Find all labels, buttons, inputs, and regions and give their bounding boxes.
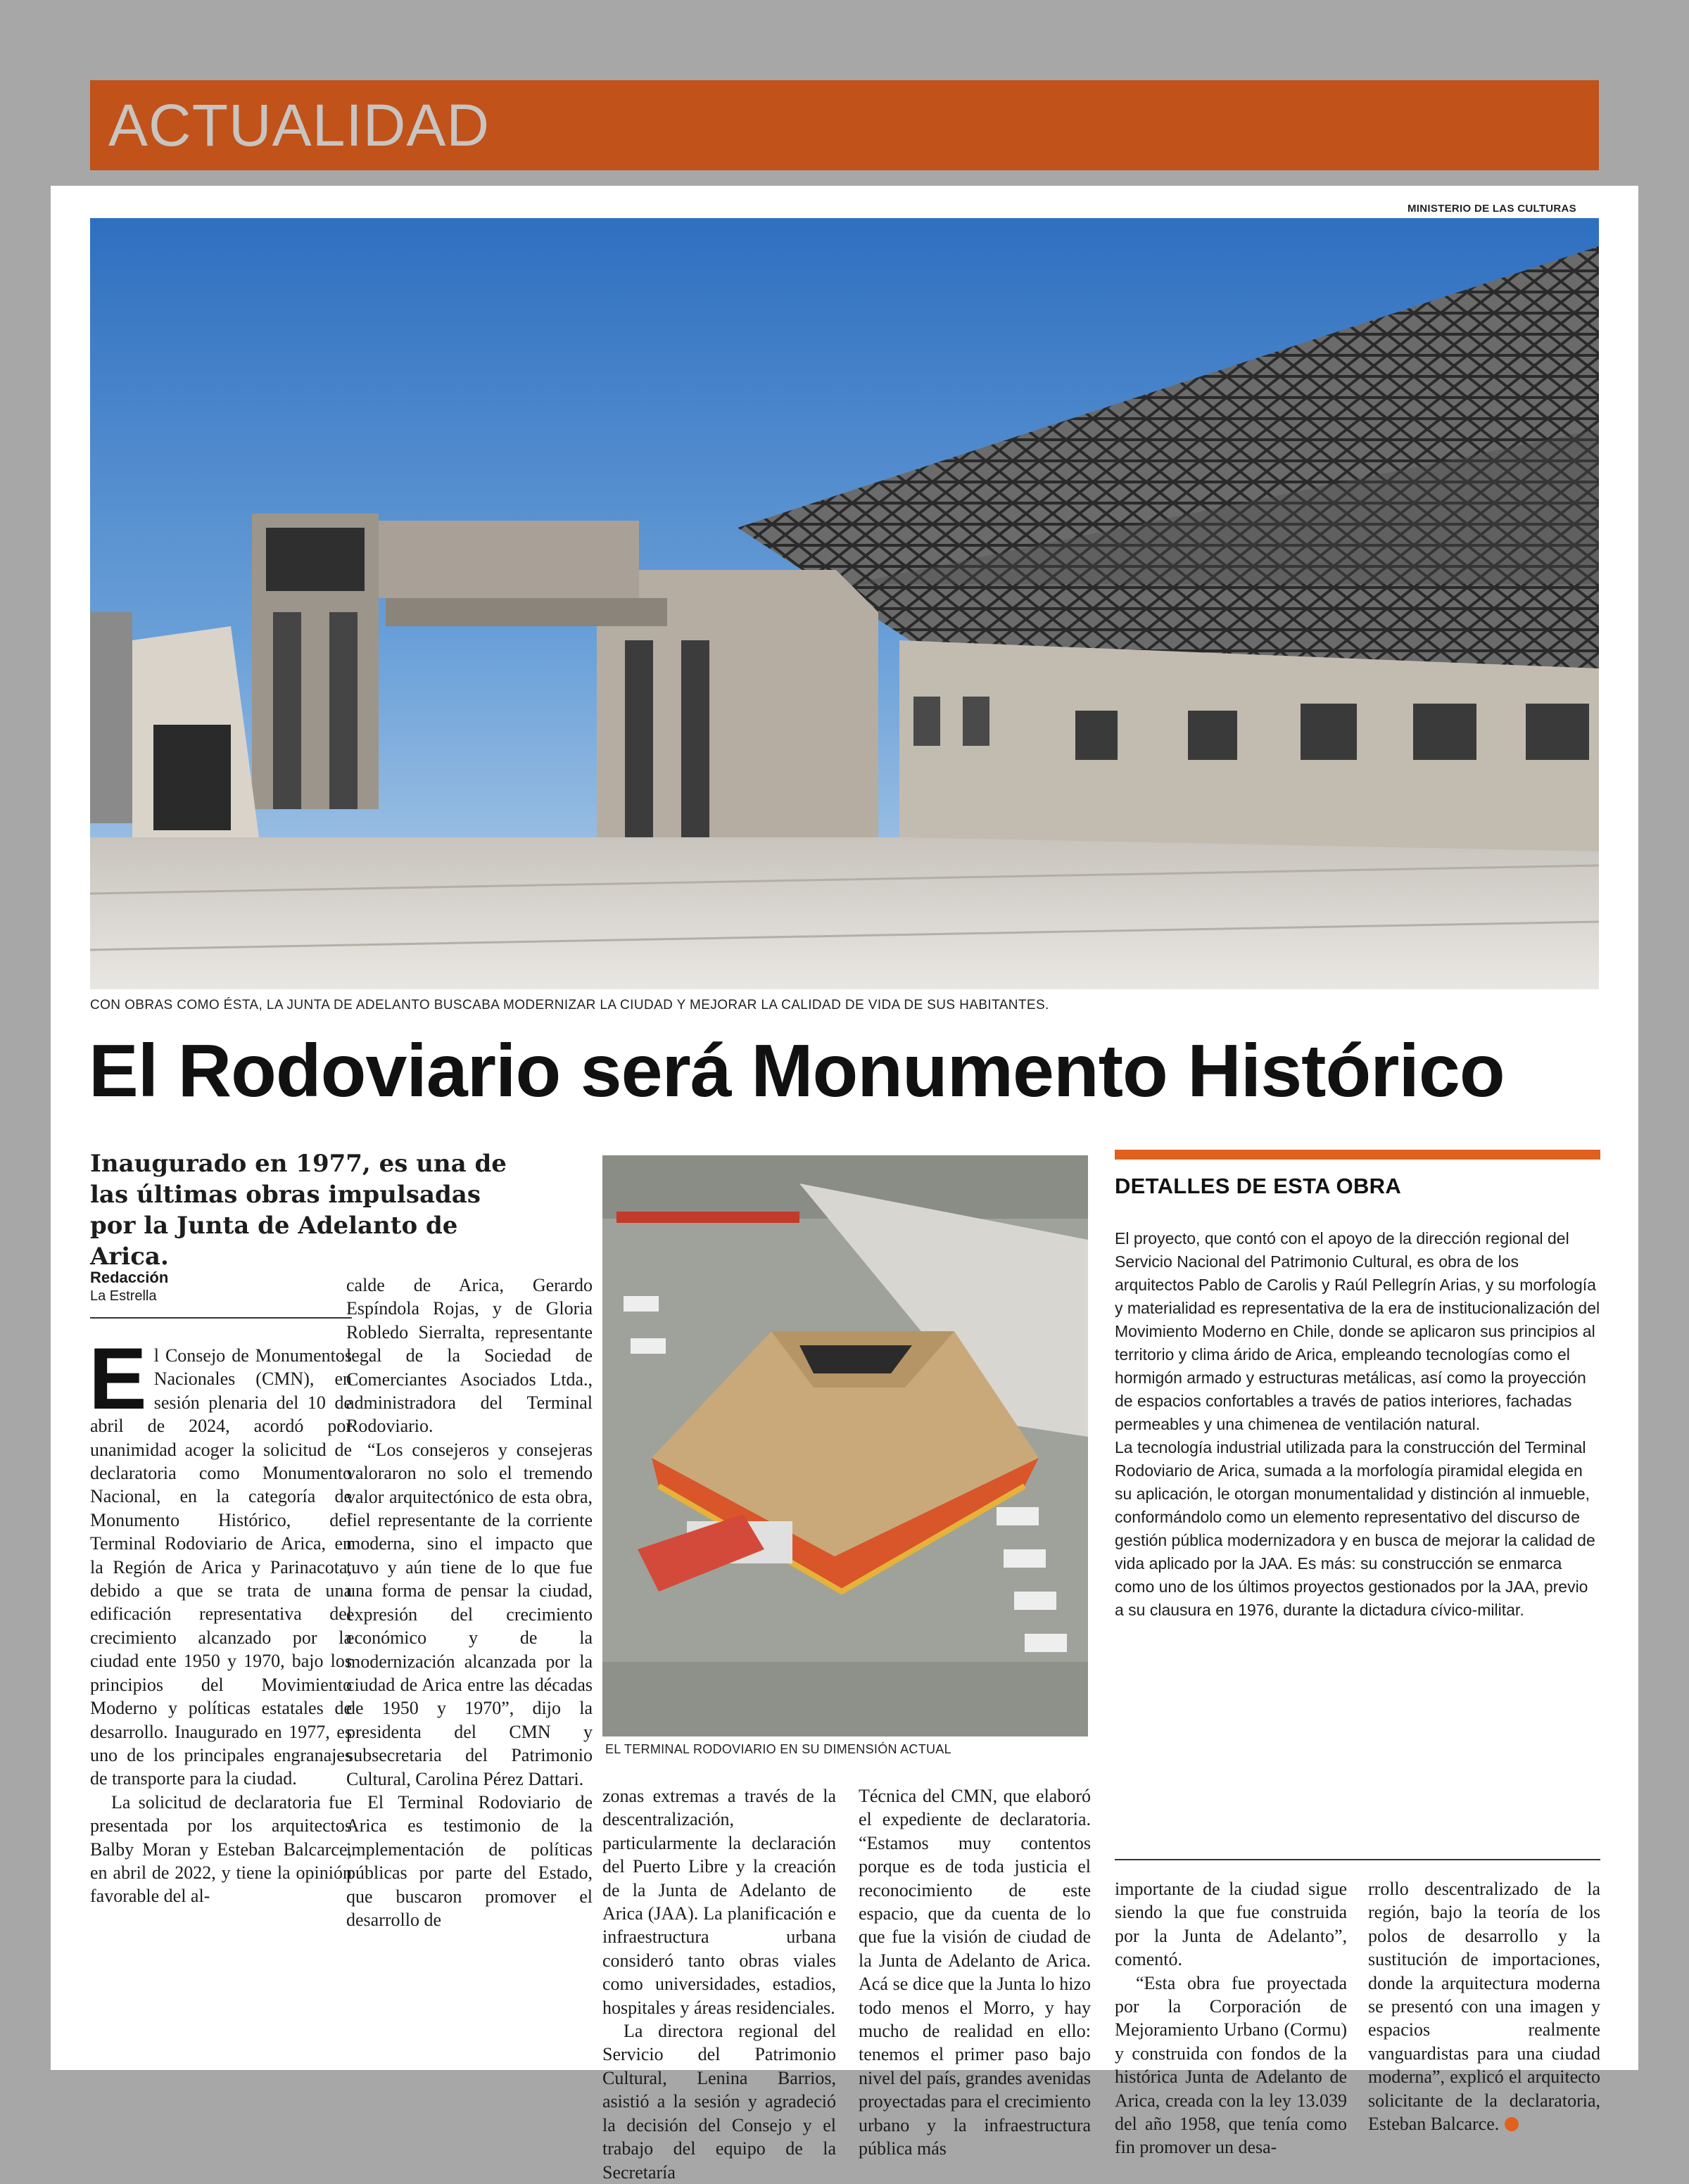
sidebar-title: DETALLES DE ESTA OBRA — [1115, 1174, 1402, 1198]
article-paragraph: La solicitud de declaratoria fue presentada por los arquitectos Balby Moran y Esteban Balcarce, en abril de 2022, y tiene la opinión favorable del al- — [90, 1791, 352, 1907]
end-mark-icon — [1505, 2117, 1519, 2131]
sidebar-bottom-rule — [1115, 1859, 1600, 1860]
article-paragraph: calde de Arica, Gerardo Espíndola Rojas, y de Gloria Robledo Sierralta, representante legal de la Sociedad de Comerciantes Asociados Ltda., administradora del Terminal Rodoviario. — [346, 1275, 593, 1437]
article-column-6 — [1368, 1877, 1600, 2135]
aerial-photo — [602, 1155, 1088, 1737]
headline: El Rodoviario será Monumento Histórico — [89, 1029, 1505, 1112]
hero-caption: CON OBRAS COMO ÉSTA, LA JUNTA DE ADELANTO BUSCABA MODERNIZAR LA CIUDAD Y MEJORAR LA CALIDAD DE VIDA DE SUS HABITANTES. — [90, 998, 1049, 1012]
article-column-4 — [859, 1784, 1091, 2161]
terminal-building-illustration — [90, 218, 1599, 989]
section-label: ACTUALIDAD — [108, 92, 491, 158]
aerial-caption: EL TERMINAL RODOVIARIO EN SU DIMENSIÓN ACTUAL — [605, 1742, 951, 1756]
article-column-3 — [602, 1784, 836, 2184]
sidebar-body — [1115, 1227, 1600, 1622]
article-paragraph — [1368, 1877, 1600, 2135]
article-paragraph: El Terminal Rodoviario de Arica es testimonio de la implementación de políticas públicas por parte del Estado, que buscaron promover el desarrollo de — [346, 1791, 593, 1930]
terminal-aerial-illustration — [602, 1155, 1088, 1737]
article-paragraph: “Los consejeros y consejeras valoraron no solo el tremendo valor arquitectónico de esta obra, fiel representante de la corriente moderna, sino el impacto que tuvo y aún tiene de lo que fue una forma de pensar la ciudad, expresión del crecimiento económico y de la modernización alcanzada por la ciudad de Arica entre las décadas de 1950 y 1970”, dijo la presidenta del CMN y subsecretaria del Patrimonio Cultural, Carolina Pérez Dattari. — [346, 1439, 593, 1789]
article-column-5 — [1115, 1877, 1347, 2159]
article-paragraph — [89, 1331, 352, 1791]
article-paragraph: importante de la ciudad sigue siendo la que fue construida por la Junta de Adelanto”, comentó. — [1115, 1879, 1347, 1970]
section-banner — [90, 80, 1599, 170]
article-column-1 — [89, 1331, 352, 1908]
article-paragraph: zonas extremas a través de la descentralización, particularmente la declaración del Puerto Libre y la creación de la Junta de Adelanto de Arica (JAA). La planificación e infraestructura urbana consideró tanto obras viales como universidades, estadios, hospitales y áreas residenciales. — [602, 1786, 836, 2018]
byline-rule — [90, 1317, 352, 1319]
article-paragraph: Técnica del CMN, que elaboró el expediente de declaratoria. “Estamos muy contentos porque es de toda justicia el reconocimiento de este espacio, que da cuenta de lo que fue la visión de ciudad de la Junta de Adelanto de Arica. Acá se dice que la Junta lo hizo todo menos el Morro, y hay mucho de realidad en ello: tenemos el primer paso bajo nivel del país, grandes avenidas proyectadas para el crecimiento urbano y la infraestructura pública más — [859, 1786, 1091, 2159]
article-paragraph: “Esta obra fue proyectada por la Corporación de Mejoramiento Urbano (Cormu) y construida con fondos de la histórica Junta de Adelanto de Arica, creada con la ley 13.039 del año 1958, que tenía como fin promover un desa- — [1115, 1972, 1347, 2158]
byline — [90, 1268, 168, 1304]
article-paragraph: La directora regional del Servicio del Patrimonio Cultural, Lenina Barrios, asistió a la sesión y agradeció la decisión del Consejo y el trabajo del equipo de la Secretaría — [602, 2021, 836, 2183]
sidebar-accent-rule — [1115, 1150, 1600, 1160]
newspaper-page — [51, 186, 1638, 2183]
drop-cap: E — [89, 1331, 147, 1428]
sidebar-paragraph: La tecnología industrial utilizada para la construcción del Terminal Rodoviario de Arica, sumada a la morfología piramidal elegida en su aplicación, le otorgan monumentalidad y distinción al inmueble, conformándolo como un elemento representativo del discurso de gestión pública modernizadora y en busca de mejorar la calidad de vida aplicado por la JAA. Es más: su construcción se enmarca como uno de los últimos proyectos gestionados por la JAA, previo a su clausura en 1976, durante la dictadura cívico-militar. — [1115, 1438, 1595, 1619]
photo-credit: MINISTERIO DE LAS CULTURAS — [1407, 203, 1576, 215]
byline-author: Redacción — [90, 1269, 169, 1286]
byline-paper: La Estrella — [90, 1288, 157, 1304]
sidebar-paragraph: El proyecto, que contó con el apoyo de la dirección regional del Servicio Nacional del Patrimonio Cultural, es obra de los arquitectos Pablo de Carolis y Raúl Pellegrín Arias, y su morfología y materialidad es representativa de la era de institucionalización del Movimiento Moderno en Chile, donde se aplicaron sus principios al territorio y clima árido de Arica, empleando tecnologías como el hormigón armado y estructuras metálicas, así como la proyección de espacios confortables a través de patios interiores, fachadas permeables y una chimenea de ventilación natural. — [1115, 1229, 1600, 1433]
paragraph-text: rrollo descentralizado de la región, bajo la teoría de los polos de desarrollo y la sustitución de importaciones, donde la arquitectura moderna se presentó con una imagen y espacios realmente vanguardistas para una ciudad moderna”, explicó el arquitecto solicitante de la declaratoria, Esteban Balcarce. — [1368, 1879, 1600, 2135]
deck: Inaugurado en 1977, es una de las últimas obras impulsadas por la Junta de Adelanto de Arica. — [90, 1150, 507, 1271]
article-column-2 — [346, 1274, 593, 1931]
hero-photo — [90, 218, 1599, 989]
paragraph-text: l Consejo de Monumentos Nacionales (CMN), en sesión plenaria del 10 de abril de 2024, acordó por unanimidad acoger la solicitud de declaratoria como Monumento Nacional, en la categoría de Monumento Histórico, del Terminal Rodoviario de Arica, en la Región de Arica y Parinacota, debido a que se trata de una edificación representativa del crecimiento alcanzado por la ciudad ente 1950 y 1970, bajo los principios del Movimiento Moderno y políticas estatales de desarrollo. Inaugurado en 1977, es uno de los principales engranajes de transporte para la ciudad. — [90, 1345, 352, 1789]
